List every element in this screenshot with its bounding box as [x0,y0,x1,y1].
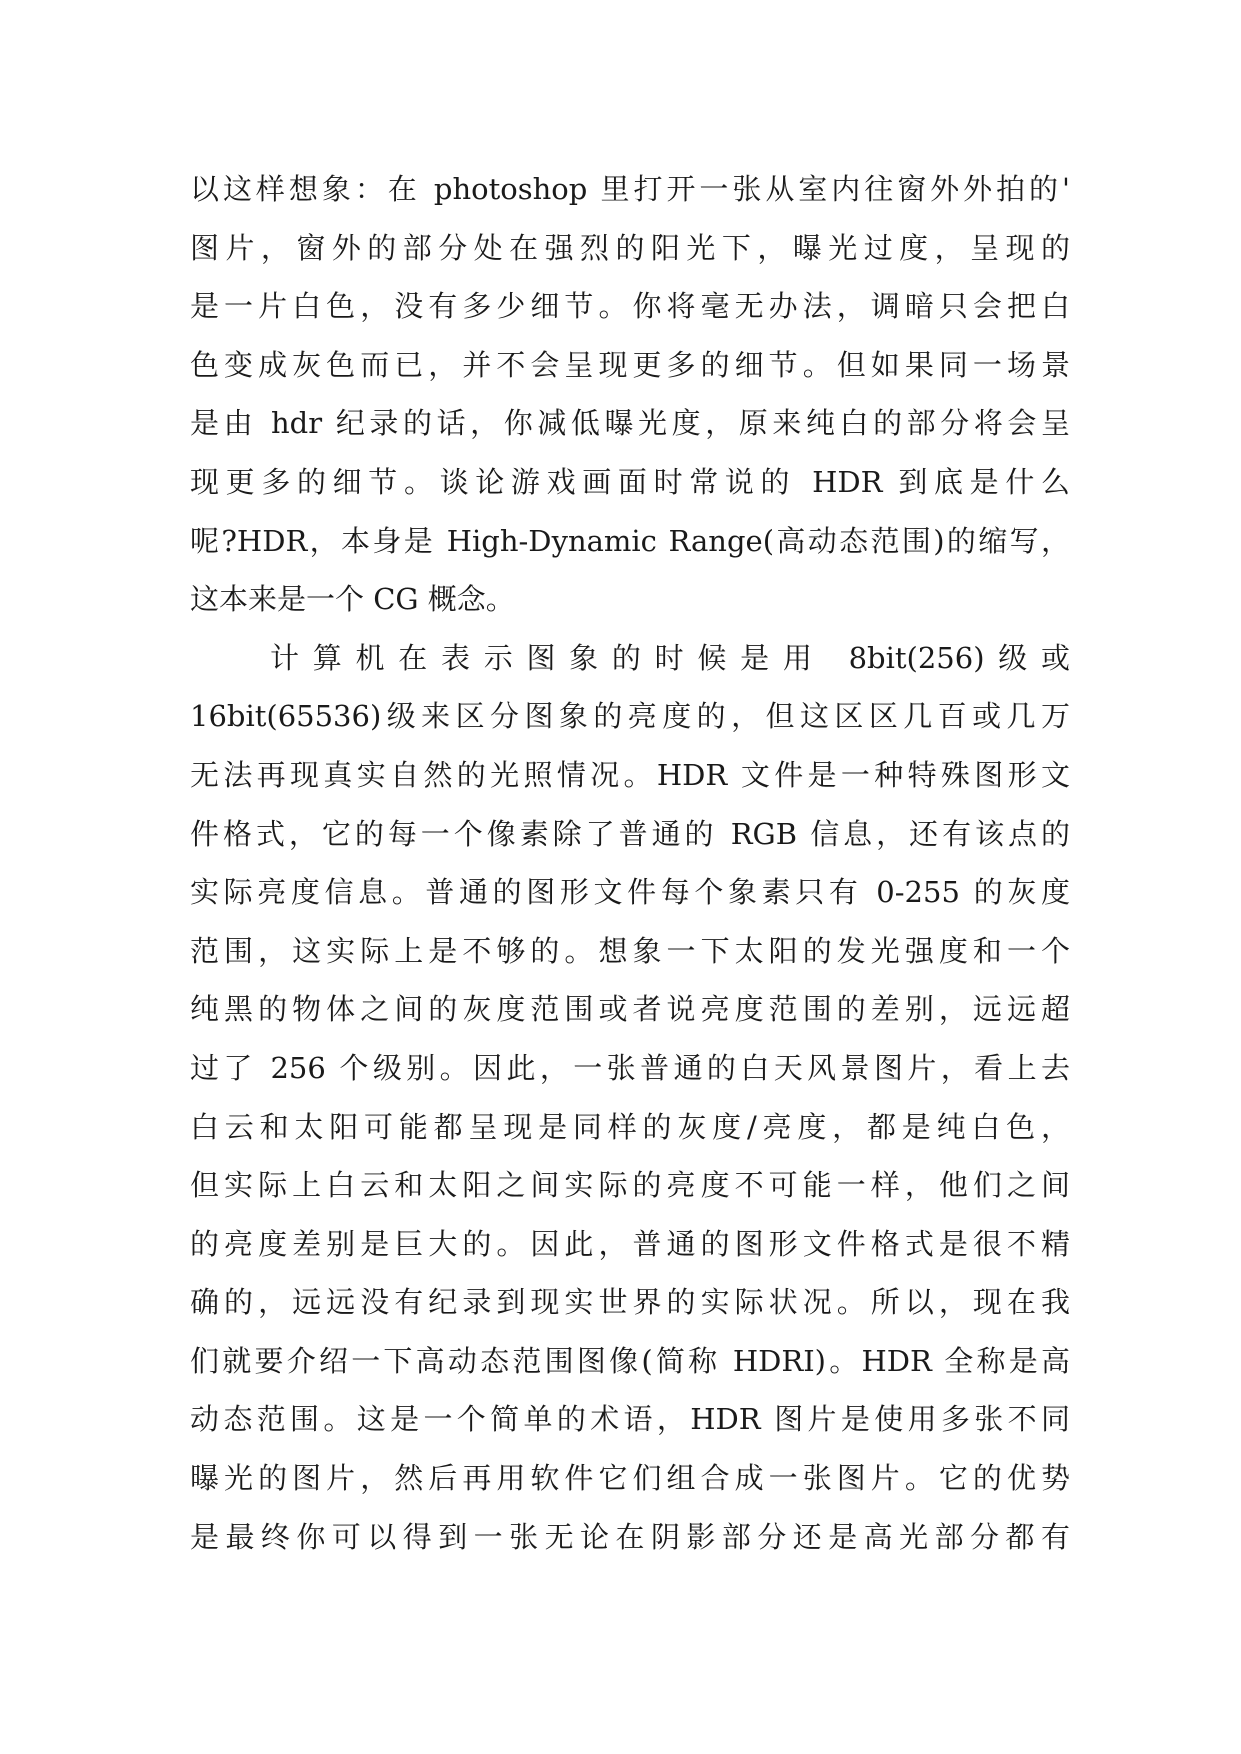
text-line: 纯黑的物体之间的灰度范围或者说亮度范围的差别，远远超 [190,992,1070,1027]
text-line: 色变成灰色而已，并不会呈现更多的细节。但如果同一场景 [190,347,1070,382]
text-line: 图片，窗外的部分处在强烈的阳光下，曝光过度，呈现的 [190,230,1070,265]
body-text [190,160,1070,1566]
text-line: 呢?HDR，本身是 High-Dynamic Range(高动态范围)的缩写， [190,523,1070,558]
text-line: 无法再现真实自然的光照情况。HDR 文件是一种特殊图形文 [190,757,1070,792]
text-line: 过了 256 个级别。因此，一张普通的白天风景图片，看上去 [190,1050,1070,1085]
text-line: 动态范围。这是一个简单的术语，HDR 图片是使用多张不同 [190,1402,1070,1437]
text-line: 计算机在表示图象的时候是用 8bit(256)级或 [270,640,1070,675]
text-line: 是一片白色，没有多少细节。你将毫无办法，调暗只会把白 [190,289,1070,324]
text-line: 以这样想象：在 photoshop 里打开一张从室内往窗外外拍的' [190,172,1070,206]
text-line: 曝光的图片，然后再用软件它们组合成一张图片。它的优势 [190,1461,1070,1496]
paragraph-1 [190,160,1070,629]
text-line: 件格式，它的每一个像素除了普通的 RGB 信息，还有该点的 [190,816,1070,851]
text-line: 是由 hdr 纪录的话，你减低曝光度，原来纯白的部分将会呈 [190,406,1070,441]
text-line: 白云和太阳可能都呈现是同样的灰度/亮度，都是纯白色， [190,1109,1070,1144]
text-line: 但实际上白云和太阳之间实际的亮度不可能一样，他们之间 [190,1168,1070,1203]
text-line: 的亮度差别是巨大的。因此，普通的图形文件格式是很不精 [190,1226,1070,1261]
text-line: 范围，这实际上是不够的。想象一下太阳的发光强度和一个 [190,933,1070,968]
paragraph-2 [190,629,1070,1567]
text-line: 确的，远远没有纪录到现实世界的实际状况。所以，现在我 [190,1285,1070,1320]
text-line: 这本来是一个 CG 概念。 [190,582,515,617]
text-line: 现更多的细节。谈论游戏画面时常说的 HDR 到底是什么 [190,464,1070,499]
text-line: 实际亮度信息。普通的图形文件每个象素只有 0-255 的灰度 [190,875,1070,910]
text-line: 是最终你可以得到一张无论在阴影部分还是高光部分都有 [190,1519,1070,1554]
text-line: 16bit(65536)级来区分图象的亮度的，但这区区几百或几万 [190,699,1070,734]
text-line: 们就要介绍一下高动态范围图像(简称 HDRI)。HDR 全称是高 [190,1343,1070,1378]
